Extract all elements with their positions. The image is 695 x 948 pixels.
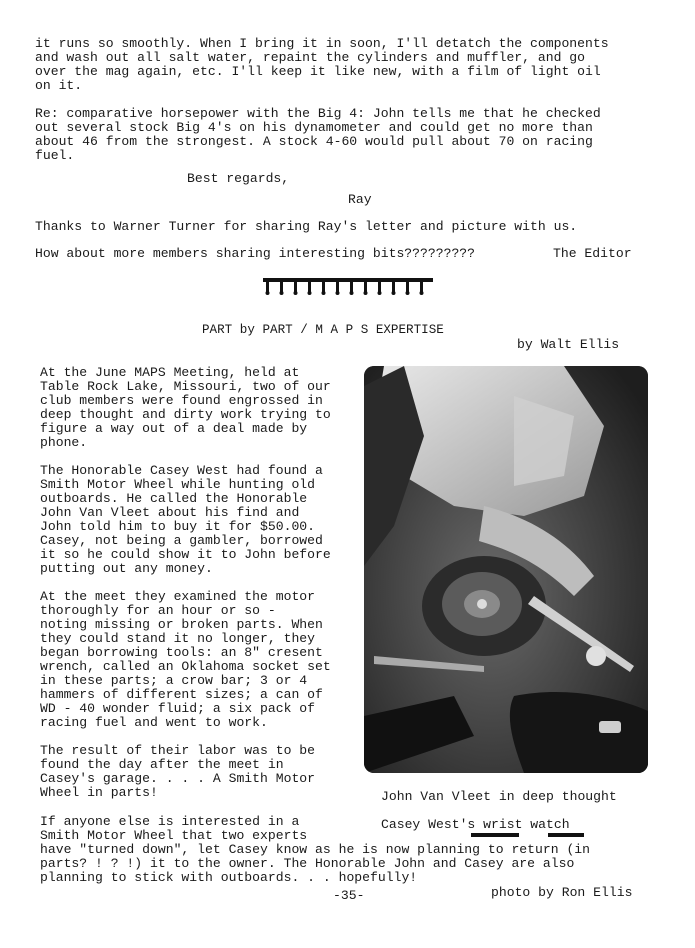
text-line: deep thought and dirty work trying to <box>40 407 331 422</box>
caption-pointer-bar <box>471 833 519 837</box>
text-line: At the meet they examined the motor <box>40 589 316 604</box>
photo-image <box>364 366 648 773</box>
text-line: they could stand it no longer, they <box>40 631 316 646</box>
text-line: John told him to buy it for $50.00. <box>40 519 316 534</box>
text-line: WD - 40 wonder fluid; a six pack of <box>40 701 316 716</box>
letter-signature: Ray <box>348 192 372 207</box>
page-number: -35- <box>333 888 365 903</box>
text-line: and wash out all salt water, repaint the cylinders and muffler, and go <box>35 50 586 65</box>
text-line: hammers of different sizes; a can of <box>40 687 323 702</box>
text-line: Smith Motor Wheel that two experts <box>40 828 308 843</box>
text-line: thoroughly for an hour or so - <box>40 603 276 618</box>
text-line: over the mag again, etc. I'll keep it like new, with a film of light oil <box>35 64 601 79</box>
editor-signoff: The Editor <box>553 246 632 261</box>
text-line: The Honorable Casey West had found a <box>40 463 323 478</box>
text-line: began borrowing tools: an 8" cresent <box>40 645 323 660</box>
text-line: it runs so smoothly. When I bring it in soon, I'll detatch the components <box>35 36 609 51</box>
photo-caption-2: Casey West's wrist watch <box>381 817 570 832</box>
text-line: club members were found engrossed in <box>40 393 323 408</box>
text-line: planning to stick with outboards. . . hopefully! <box>40 870 418 885</box>
text-line: racing fuel and went to work. <box>40 715 268 730</box>
photo-caption-1: John Van Vleet in deep thought <box>381 789 617 804</box>
text-line: Smith Motor Wheel while hunting old <box>40 477 316 492</box>
text-line: noting missing or broken parts. When <box>40 617 323 632</box>
text-line: parts? ! ? !) it to the owner. The Honorable John and Casey are also <box>40 856 575 871</box>
text-line: Re: comparative horsepower with the Big 4: John tells me that he checked <box>35 106 601 121</box>
text-line: Table Rock Lake, Missouri, two of our <box>40 379 331 394</box>
article-byline: by Walt Ellis <box>517 337 620 352</box>
text-line: in these parts; a crow bar; 3 or 4 <box>40 673 308 688</box>
ornament-divider <box>263 276 433 298</box>
editor-thanks: Thanks to Warner Turner for sharing Ray's letter and picture with us. <box>35 219 578 234</box>
text-line: out several stock Big 4's on his dynamometer and could get no more than <box>35 120 593 135</box>
text-line: fuel. <box>35 148 75 163</box>
text-line: it so he could show it to John before <box>40 547 331 562</box>
text-line: Casey, not being a gambler, borrowed <box>40 533 323 548</box>
article-title: PART by PART / M A P S EXPERTISE <box>202 323 444 337</box>
text-line: Casey's garage. . . . A Smith Motor <box>40 771 316 786</box>
article-photo <box>364 366 648 773</box>
text-line: have "turned down", let Casey know as he is now planning to return (in <box>40 842 591 857</box>
text-line: putting out any money. <box>40 561 213 576</box>
text-line: figure a way out of a deal made by <box>40 421 308 436</box>
text-line: wrench, called an Oklahoma socket set <box>40 659 331 674</box>
letter-closing: Best regards, <box>187 171 290 186</box>
caption-pointer-bar <box>548 833 584 837</box>
text-line: If anyone else is interested in a <box>40 814 300 829</box>
text-line: on it. <box>35 78 83 93</box>
text-line: found the day after the meet in <box>40 757 284 772</box>
editor-request: How about more members sharing interesting bits????????? <box>35 246 476 261</box>
text-line: about 46 from the strongest. A stock 4-60 would pull about 70 on racing <box>35 134 593 149</box>
photo-credit: photo by Ron Ellis <box>491 885 633 900</box>
text-line: Wheel in parts! <box>40 785 158 800</box>
text-line: outboards. He called the Honorable <box>40 491 308 506</box>
text-line: phone. <box>40 435 88 450</box>
text-line: At the June MAPS Meeting, held at <box>40 365 300 380</box>
text-line: The result of their labor was to be <box>40 743 316 758</box>
text-line: John Van Vleet about his find and <box>40 505 300 520</box>
